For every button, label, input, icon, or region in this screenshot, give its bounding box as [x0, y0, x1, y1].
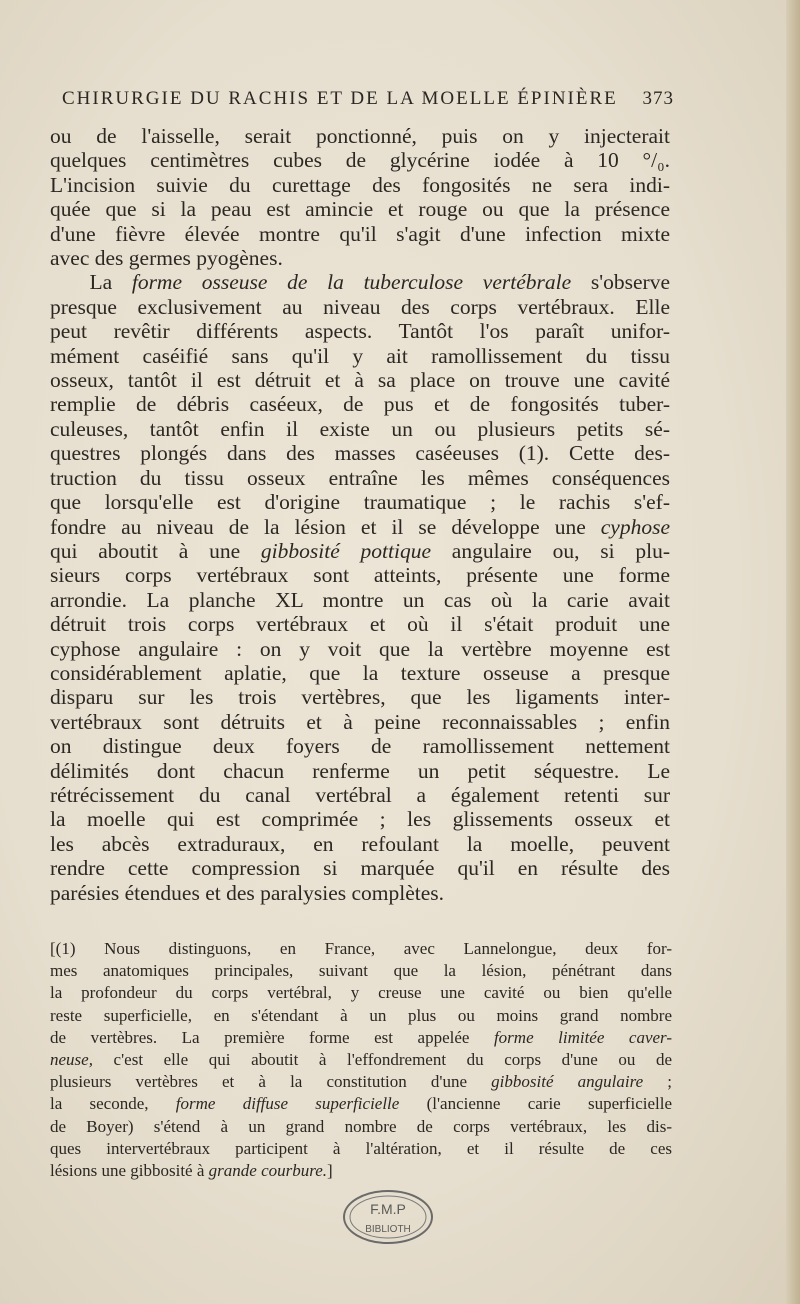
text-line: L'incision suivie du curettage des fongosités ne sera indi- — [50, 172, 670, 197]
text-line: rendre cette compression si marquée qu'il en résulte des — [50, 856, 670, 881]
text-line: délimités dont chacun renferme un petit séquestre. Le — [50, 758, 670, 783]
text-line: qui aboutit à une gibbosité pottique angulaire ou, si plu- — [50, 538, 670, 563]
text-line: disparu sur les trois vertèbres, que les ligaments inter- — [50, 685, 670, 710]
text-line: ou de l'aisselle, serait ponctionné, puis on y injecterait — [50, 124, 670, 148]
footnote-line: mes anatomiques principales, suivant que la lésion, pénétrant dans — [50, 961, 672, 981]
footnote-line: lésions une gibbosité à grande courbure.] — [50, 1161, 333, 1181]
footnote-line: de Boyer) s'étend à un grand nombre de corps vertébraux, les dis- — [50, 1116, 672, 1136]
text-line: considérablement aplatie, que la texture osseuse a presque — [50, 660, 670, 685]
running-header — [62, 88, 674, 110]
text-line: osseux, tantôt il est détruit et à sa place on trouve une cavité — [50, 368, 670, 393]
text-line: rétrécissement du canal vertébral a également retenti sur — [50, 782, 670, 807]
text-line: parésies étendues et des paralysies complètes. — [50, 880, 445, 905]
text-line: mément caséifié sans qu'il y ait ramollissement du tissu — [50, 343, 670, 368]
text-line: que lorsqu'elle est d'origine traumatique ; le rachis s'ef- — [50, 490, 670, 515]
text-line: truction du tissu osseux entraîne les mêmes conséquences — [50, 465, 670, 490]
italic-term: gibbosité pottique — [260, 538, 432, 563]
text-line: fondre au niveau de la lésion et il se développe une cyphose — [50, 514, 670, 539]
text-line: culeuses, tantôt enfin il existe un ou plusieurs petits sé- — [50, 416, 670, 441]
footnote-line: de vertèbres. La première forme est appelée forme limitée caver- — [50, 1027, 672, 1047]
footnote-line: [(1) Nous distinguons, en France, avec Lannelongue, deux for- — [50, 939, 672, 958]
footnote-line: la seconde, forme diffuse superficielle (l'ancienne carie superficielle — [50, 1094, 672, 1114]
text-line: questres plongés dans des masses caséeuses (1). Cette des- — [50, 441, 670, 466]
footnote-line: la profondeur du corps vertébral, y creuse une cavité ou bien qu'elle — [50, 983, 672, 1003]
page-edge — [786, 0, 800, 1304]
paragraph-2-lines-b — [50, 563, 670, 880]
text-line: sieurs corps vertébraux sont atteints, présente une forme — [50, 563, 670, 588]
italic-term: cyphose — [600, 514, 670, 539]
text-line: la moelle qui est comprimée ; les glissements osseux et — [50, 807, 670, 832]
text-line: détruit trois corps vertébraux et où il s'était produit une — [50, 612, 670, 637]
text-line: presque exclusivement au niveau des corps vertébraux. Elle — [50, 294, 670, 319]
text-line: cyphose angulaire : on y voit que la vertèbre moyenne est — [50, 636, 670, 661]
text-line: remplie de débris caséeux, de pus et de fongosités tuber- — [50, 392, 670, 417]
text-line: vertébraux sont détruits et à peine reconnaissables ; enfin — [50, 709, 670, 734]
stamp-top-text: F.M.P — [370, 1201, 406, 1217]
library-stamp — [338, 1186, 438, 1248]
footnote-line: plusieurs vertèbres et à la constitution d'une gibbosité angulaire ; — [50, 1072, 672, 1092]
text-line: avec des germes pyogènes. — [50, 246, 283, 271]
text-line: quée que si la peau est amincie et rouge ou que la présence — [50, 197, 670, 222]
footnote-lines-a — [50, 938, 672, 1027]
page-number: 373 — [642, 88, 674, 109]
italic-term: forme osseuse de la tuberculose vertébrale — [131, 270, 572, 295]
text-line: les abcès extraduraux, en refoulant la moelle, peuvent — [50, 831, 670, 856]
paragraph-1 — [50, 124, 670, 270]
text-line: La forme osseuse de la tuberculose vertébrale s'observe — [89, 270, 670, 295]
running-title: CHIRURGIE DU RACHIS ET DE LA MOELLE ÉPINIÈRE — [62, 88, 618, 109]
stamp-bottom-text: BIBLIOTH — [365, 1224, 411, 1235]
text-line: peut revêtir différents aspects. Tantôt l'os paraît unifor- — [50, 319, 670, 344]
footnote — [50, 938, 672, 1182]
text-line: d'une fièvre élevée montre qu'il s'agit d'une infection mixte — [50, 221, 670, 246]
footnote-lines-b — [50, 1116, 672, 1160]
footnote-line: reste superficielle, en s'étendant à un plus ou moins grand nombre — [50, 1005, 672, 1025]
text-line: arrondie. La planche XL montre un cas où la carie avait — [50, 587, 670, 612]
footnote-line: neuse, c'est elle qui aboutit à l'effondrement du corps d'une ou de — [50, 1050, 672, 1070]
paragraph-2 — [50, 270, 670, 905]
paragraph-2-lines-a — [50, 295, 670, 515]
footnote-line: ques intervertébraux participent à l'altération, et il résulte de ces — [50, 1138, 672, 1158]
main-text — [50, 124, 670, 905]
text-line: on distingue deux foyers de ramollissement nettement — [50, 734, 670, 759]
text-line: quelques centimètres cubes de glycérine iodée à 10 °/₀. — [50, 148, 670, 173]
